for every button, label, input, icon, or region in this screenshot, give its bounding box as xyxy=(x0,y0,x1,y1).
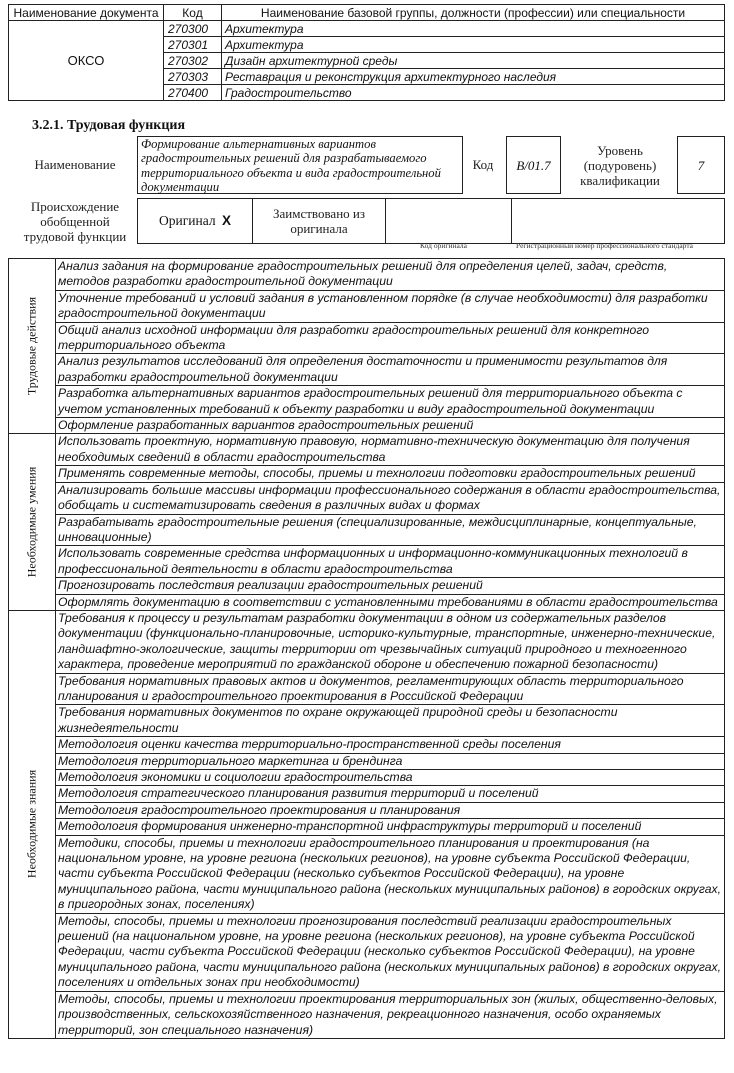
table-row xyxy=(9,434,725,466)
table-cell: Методология стратегического планирования развития территорий и поселений xyxy=(56,786,725,802)
table-cell: Разрабатывать градостроительные решения (специализированные, междисциплинарные, концептуальные, инновационные) xyxy=(56,514,725,546)
function-name-box xyxy=(137,136,463,194)
table-row xyxy=(9,705,725,737)
table-row xyxy=(9,514,725,546)
group-label-skills: Необходимые умения xyxy=(24,466,39,578)
table-cell: Методология оценки качества территориально-пространственной среды поселения xyxy=(56,737,725,753)
okso-header-name: Наименование базовой группы, должности (профессии) или специальности xyxy=(222,5,725,21)
table-cell: Уточнение требований и условий задания в установленном порядке (в случае необходимости) для разработки градостроительной документации xyxy=(56,290,725,322)
reg-number-caption: Регистрационный номер профессионального стандарта xyxy=(516,241,694,250)
level-box xyxy=(677,136,725,194)
okso-name: Архитектура xyxy=(222,21,725,37)
table-row xyxy=(9,594,725,610)
function-code-value: B/01.7 xyxy=(516,158,551,173)
original-label: Оригинал xyxy=(159,213,216,228)
origin-label: Происхождение обобщенной трудовой функции xyxy=(23,199,127,244)
okso-code: 270302 xyxy=(164,53,222,69)
table-cell: Методы, способы, приемы и технологии проектирования территориальных зон (жилых, общественно-деловых, производственных, сельскохозяйственного назначения, рекреационного назначения, особо охраняемых территорий, зон специального назначения) xyxy=(56,991,725,1038)
okso-header-row xyxy=(9,5,725,21)
table-cell: Методы, способы, приемы и технологии прогнозирования последствий реализации градостроительных решений (на национальном уровне, на уровне региона (нескольких регионов), на уровне субъекта Российской Федерации, части субъекта Российской Федерации (несколько субъектов Российской Федерации), на уровне муниципального района, части муниципального района (нескольких муниципальных районов) в городских округах, поселениях и отдельных зонах при необходимости) xyxy=(56,913,725,991)
level-label: Уровень (подуровень) квалификации xyxy=(580,143,660,188)
reg-number-box xyxy=(511,198,725,244)
table-row xyxy=(9,418,725,434)
table-row xyxy=(9,578,725,594)
code-label: Код xyxy=(472,157,494,172)
table-cell: Применять современные методы, способы, приемы и технологии подготовки градостроительных решений xyxy=(56,466,725,482)
table-row xyxy=(9,835,725,913)
table-cell: Прогнозировать последствия реализации градостроительных решений xyxy=(56,578,725,594)
okso-name: Градостроительство xyxy=(222,85,725,101)
borrowed-box xyxy=(252,198,386,244)
table-cell: Анализировать большие массивы информации профессионального содержания в области градостроительства, обобщать и систематизировать сведения в различных видах и формах xyxy=(56,482,725,514)
table-cell: Требования к процессу и результатам разработки документации в одном из содержательных разделов документации (функционально-планировочные, историко-культурные, транспортные, инженерно-технические, ландшафтно-экологические, защиты территории от чрезвычайных ситуаций природного и техногенного характера, проведение мероприятий по гражданской обороне и обеспечению пожарной безопасности) xyxy=(56,610,725,673)
group-cell-knowledge xyxy=(9,610,56,1038)
function-code-box xyxy=(506,136,561,194)
table-cell: Оформление разработанных вариантов градостроительных решений xyxy=(56,418,725,434)
table-cell: Методология территориального маркетинга и брендинга xyxy=(56,753,725,769)
table-cell: Анализ задания на формирование градостроительных решений для определения целей, задач, средств, методов разработки градостроительной документации xyxy=(56,259,725,291)
table-row xyxy=(9,466,725,482)
function-name-value: Формирование альтернативных вариантов градостроительных решений для разрабатываемого территориального объекта и вида градостроительной документации xyxy=(141,137,441,194)
table-cell: Требования нормативных правовых актов и документов, регламентирующих область территориального планирования и градостроительного проектирования в Российской Федерации xyxy=(56,673,725,705)
group-cell-actions xyxy=(9,259,56,434)
borrowed-label: Заимствовано из оригинала xyxy=(272,206,365,236)
okso-row xyxy=(9,21,725,37)
table-row xyxy=(9,386,725,418)
table-row xyxy=(9,819,725,835)
table-row xyxy=(9,290,725,322)
original-box xyxy=(137,198,253,244)
labor-function-table xyxy=(8,258,725,1039)
okso-name: Дизайн архитектурной среды xyxy=(222,53,725,69)
table-row xyxy=(9,673,725,705)
table-row xyxy=(9,991,725,1038)
group-label-actions: Трудовые действия xyxy=(24,297,39,396)
table-row xyxy=(9,786,725,802)
okso-code: 270303 xyxy=(164,69,222,85)
table-row xyxy=(9,770,725,786)
table-row xyxy=(9,322,725,354)
table-row xyxy=(9,737,725,753)
code-original-caption: Код оригинала xyxy=(420,241,467,250)
table-row xyxy=(9,802,725,818)
table-cell: Требования нормативных документов по охране окружающей природной среды и безопасности жизнедеятельности xyxy=(56,705,725,737)
table-cell: Использовать проектную, нормативную правовую, нормативно-техническую документацию для получения необходимых сведений в области градостроительства xyxy=(56,434,725,466)
table-row xyxy=(9,610,725,673)
table-cell: Методология градостроительного проектирования и планирования xyxy=(56,802,725,818)
okso-doc-name: ОКСО xyxy=(9,21,164,101)
okso-code: 270300 xyxy=(164,21,222,37)
level-value: 7 xyxy=(697,158,705,173)
table-cell: Оформлять документацию в соответствии с установленными требованиями в области градостроительства xyxy=(56,594,725,610)
okso-header-doc: Наименование документа xyxy=(9,5,164,21)
section-heading: 3.2.1. Трудовая функция xyxy=(32,118,186,133)
code-original-box xyxy=(385,198,512,244)
okso-code: 270301 xyxy=(164,37,222,53)
table-cell: Анализ результатов исследований для определения достаточности и применимости результатов для разработки градостроительной документации xyxy=(56,354,725,386)
okso-name: Реставрация и реконструкция архитектурного наследия xyxy=(222,69,725,85)
table-cell: Методология формирования инженерно-транспортной инфраструктуры территорий и поселений xyxy=(56,819,725,835)
name-label: Наименование xyxy=(34,157,116,172)
table-cell: Общий анализ исходной информации для разработки градостроительных решений для конкретного территориального объекта xyxy=(56,322,725,354)
original-mark: X xyxy=(221,213,231,228)
group-cell-skills xyxy=(9,434,56,610)
table-row xyxy=(9,482,725,514)
table-row xyxy=(9,753,725,769)
okso-header-code: Код xyxy=(164,5,222,21)
okso-code: 270400 xyxy=(164,85,222,101)
table-cell: Методики, способы, приемы и технологии градостроительного планирования и проектирования (на национальном уровне, на уровне региона (нескольких регионов), на уровне субъекта Российской Федерации, части субъекта Российской Федерации (несколько субъектов Российской Федерации), на уровне муниципального района, части муниципального района (нескольких муниципальных районов) в городских округах, в пригородных зонах, поселениях) xyxy=(56,835,725,913)
table-row xyxy=(9,354,725,386)
table-row xyxy=(9,546,725,578)
group-label-knowledge: Необходимые знания xyxy=(24,770,39,879)
okso-name: Архитектура xyxy=(222,37,725,53)
table-cell: Разработка альтернативных вариантов градостроительных решений для территориального объекта с учетом установленных требований к объекту разработки и виду градостроительной документации xyxy=(56,386,725,418)
table-cell: Методология экономики и социологии градостроительства xyxy=(56,770,725,786)
okso-table xyxy=(8,4,725,101)
table-cell: Использовать современные средства информационных и информационно-коммуникационных технологий в профессиональной деятельности в области градостроительства xyxy=(56,546,725,578)
table-row xyxy=(9,259,725,291)
table-row xyxy=(9,913,725,991)
